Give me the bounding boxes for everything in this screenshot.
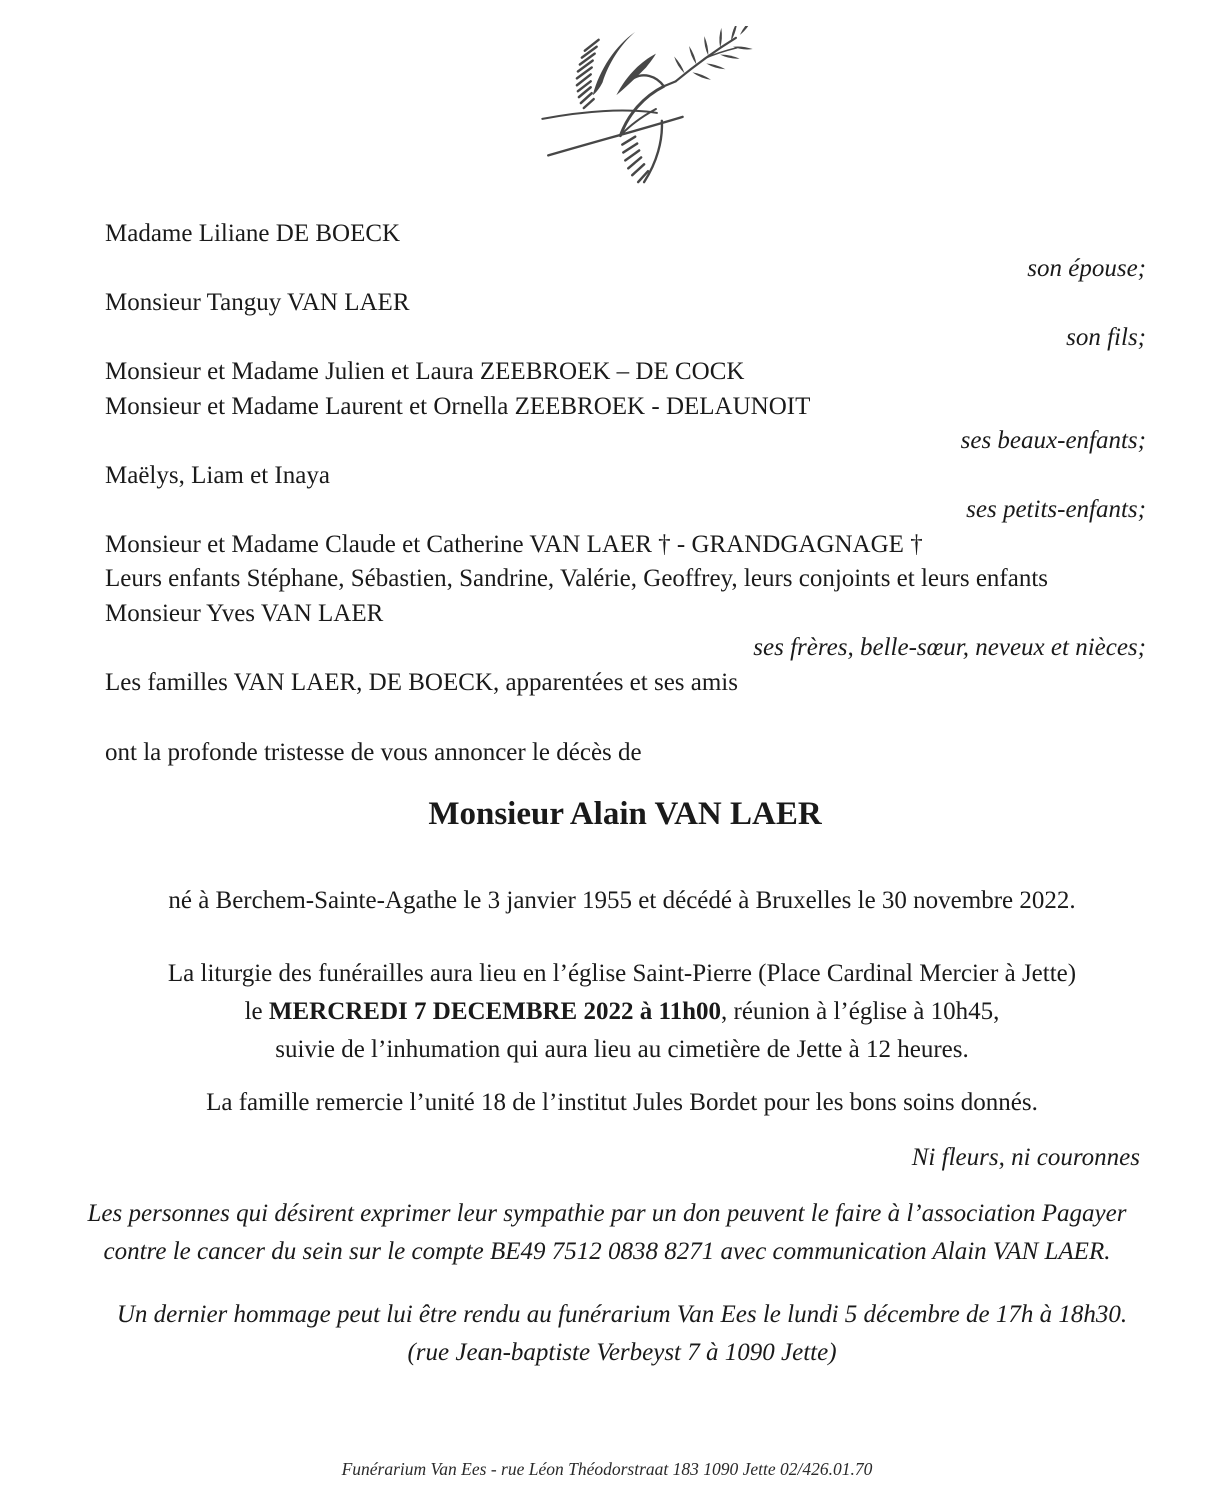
relation-label: son fils; (1066, 323, 1146, 351)
liturgy-line-2-prefix: le (244, 997, 269, 1025)
family-line: Madame Liliane DE BOECK (105, 220, 401, 247)
liturgy-line-2-suffix: , réunion à l’église à 10h45, (721, 997, 1000, 1025)
family-line: Monsieur Tanguy VAN LAER (105, 289, 410, 316)
funeral-home-footer: Funérarium Van Ees - rue Léon Théodorstraat 183 1090 Jette 02/426.01.70 (341, 1459, 873, 1479)
tribute-line-2: (rue Jean-baptiste Verbeyst 7 à 1090 Jette) (407, 1338, 837, 1366)
donation-line-1: Les personnes qui désirent exprimer leur sympathie par un don peuvent le faire à l’association Pagayer (87, 1199, 1127, 1227)
liturgy-line-3: suivie de l’inhumation qui aura lieu au cimetière de Jette à 12 heures. (275, 1035, 969, 1063)
donation-note (0, 1195, 1214, 1271)
announcement-intro: ont la profonde tristesse de vous annoncer le décès de (105, 739, 642, 766)
liturgy-line-2 (30, 993, 1214, 1031)
relation-label: ses frères, belle-sœur, neveux et nièces; (753, 634, 1146, 661)
dove-art-container (0, 0, 1214, 192)
relation-label: ses petits-enfants; (966, 496, 1146, 523)
family-line: Leurs enfants Stéphane, Sébastien, Sandrine, Valérie, Geoffrey, leurs conjoints et leurs enfants (105, 565, 1049, 592)
ceremony-details (0, 955, 1214, 1069)
thanks-note: La famille remercie l’unité 18 de l’institut Jules Bordet pour les bons soins donnés. (206, 1088, 1038, 1116)
tribute-note (0, 1296, 1214, 1372)
family-line: Monsieur et Madame Julien et Laura ZEEBROEK – DE COCK (105, 358, 745, 385)
tribute-line-1: Un dernier hommage peut lui être rendu au funérarium Van Ees le lundi 5 décembre de 17h à 18h30. (116, 1300, 1128, 1328)
family-line: Maëlys, Liam et Inaya (105, 461, 330, 489)
relation-label: ses beaux-enfants; (960, 427, 1146, 454)
no-flowers-note: Ni fleurs, ni couronnes (911, 1143, 1140, 1171)
donation-line-2: contre le cancer du sein sur le compte BE49 7512 0838 8271 avec communication Alain VAN LAER. (103, 1237, 1111, 1265)
deceased-name: Monsieur Alain VAN LAER (428, 796, 822, 832)
family-list (0, 217, 1214, 700)
relation-label: son épouse; (1027, 254, 1146, 282)
family-line: Les familles VAN LAER, DE BOECK, apparentées et ses amis (105, 668, 738, 696)
family-line: Monsieur et Madame Laurent et Ornella ZEEBROEK - DELAUNOIT (105, 392, 811, 420)
life-dates: né à Berchem-Sainte-Agathe le 3 janvier 1955 et décédé à Bruxelles le 30 novembre 2022. (168, 887, 1076, 914)
ceremony-date-time: MERCREDI 7 DECEMBRE 2022 à 11h00 (268, 997, 721, 1025)
family-line: Monsieur et Madame Claude et Catherine VAN LAER † - GRANDGAGNAGE † (105, 530, 923, 558)
dove-icon (536, 26, 764, 190)
family-line: Monsieur Yves VAN LAER (105, 599, 384, 627)
liturgy-line-1: La liturgie des funérailles aura lieu en l’église Saint-Pierre (Place Cardinal Mercier à Jette) (167, 959, 1077, 987)
